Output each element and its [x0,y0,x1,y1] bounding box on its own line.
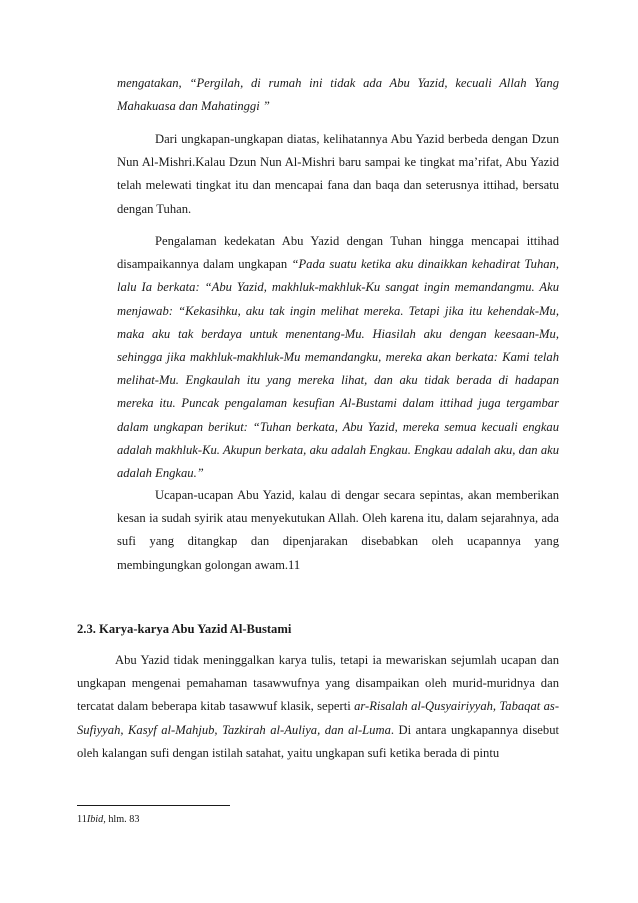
paragraph-part-2: . Di antara ungkapannya disebut oleh kalangan sufi dengan istilah satahat, yaitu ungkapan sufi ketika berada di pintu [77,722,559,760]
paragraph-part-1: Abu Yazid tidak meninggalkan karya tulis, tetapi ia mewariskan sejumlah ucapan dan ungkapan mengenai pemahaman tasawwufnya yang disampaikan oleh murid-muridnya dan tercatat dalam beberapa kitab tasawwuf klasik, seperti [77,653,559,714]
classic-works-list: ar-Risalah al-Qusyairiyyah, Tabaqat as-Sufiyyah, Kasyf al-Mahjub, Tazkirah al-Auliya, dan al-Luma [77,699,560,737]
paragraph-text [117,230,559,485]
footnote [77,813,377,827]
quote-continuation [117,72,559,118]
paragraph-2 [117,230,559,485]
footnote-divider [77,805,230,806]
ittihad-quote: “Pada suatu ketika aku dinaikkan kehadirat Tuhan, lalu Ia berkata: “Abu Yazid, makhluk-makhluk-Ku sangat ingin memandangmu. Aku menjawab: “Kekasihku, aku tak ingin melihat mereka. Tetapi jika itu kehendak-Mu, maka aku tak berdaya untuk menentang-Mu. Hiasilah aku dengan keesaan-Mu, sehingga jika makhluk-makhluk-Mu memandangku, mereka akan berkata: Kami telah melihat-Mu. Engkaulah itu yang mereka lihat, dan aku tidak berada di hadapan mereka itu. Puncak pengalaman kesufian Al-Bustami dalam ittihad juga tergambar dalam ungkapan berikut: “Tuhan berkata, Abu Yazid, mereka semua kecuali engkau adalah makhluk-Ku. Akupun berkata, aku adalah Engkau. Engkau adalah aku, dan aku adalah Engkau.” [117,257,559,481]
paragraph-4 [77,649,559,765]
paragraph-text: Dari ungkapan-ungkapan diatas, kelihatannya Abu Yazid berbeda dengan Dzun Nun Al-Mishri.Kalau Dzun Nun Al-Mishri baru sampai ke tingkat ma’rifat, Abu Yazid telah melewati tingkat itu dan mencapai fana dan baqa dan seterusnya ittihad, bersatu dengan Tuhan. [117,132,559,216]
paragraph-intro: Pengalaman kedekatan Abu Yazid dengan Tuhan hingga mencapai ittihad disampaikannya dalam ungkapan [117,234,559,272]
quote-text: mengatakan, “Pergilah, di rumah ini tidak ada Abu Yazid, kecuali Allah Yang Mahakuasa dan Mahatinggi ” [117,76,559,114]
footnote-number: 11 [77,814,87,825]
footnote-source: Ibid, [86,814,106,825]
section-heading: 2.3. Karya-karya Abu Yazid Al-Bustami [77,622,292,636]
paragraph-text: Ucapan-ucapan Abu Yazid, kalau di dengar secara sepintas, akan memberikan kesan ia sudah syirik atau menyekutukan Allah. Oleh karena itu, dalam sejarahnya, ada sufi yang ditangkap dan dipenjarakan disebabkan oleh ucapannya yang membingungkan golongan awam.11 [117,488,559,572]
paragraph-1 [117,128,559,221]
paragraph-text [77,649,559,765]
paragraph-3 [117,484,559,577]
footnote-page: hlm. 83 [105,814,140,825]
